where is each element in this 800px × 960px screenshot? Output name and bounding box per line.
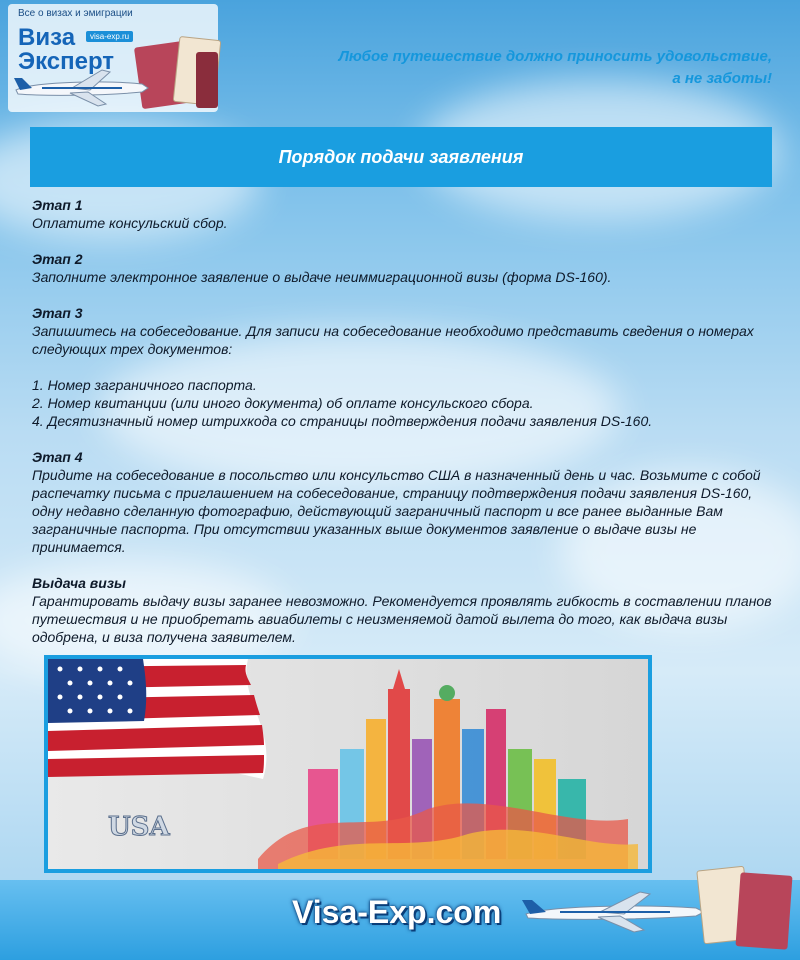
stage-text: Оплатите консульский сбор. bbox=[32, 215, 228, 231]
section-title-bar bbox=[30, 127, 772, 187]
us-flag-icon bbox=[48, 659, 266, 779]
stage-1 bbox=[32, 196, 777, 232]
usa-label: USA bbox=[108, 812, 170, 842]
slogan-line-1: Любое путешествие должно приносить удовольствие, bbox=[338, 48, 772, 65]
page-title: Порядок подачи заявления bbox=[278, 146, 524, 167]
stage-visa-issue bbox=[32, 574, 777, 646]
logo-url: visa-exp.ru bbox=[86, 31, 133, 42]
stage-3 bbox=[32, 304, 777, 430]
stage-title: Этап 1 bbox=[32, 197, 83, 213]
list-item: 4. Десятизначный номер штрихкода со страницы подтверждения подачи заявления DS-160. bbox=[32, 413, 653, 429]
stage-text: Заполните электронное заявление о выдаче неиммиграционной визы (форма DS-160). bbox=[32, 269, 612, 285]
documents-list bbox=[32, 376, 777, 430]
logo-word-expert: Эксперт bbox=[18, 48, 115, 75]
stage-title: Выдача визы bbox=[32, 575, 126, 591]
passport-icon bbox=[735, 872, 792, 949]
stage-2 bbox=[32, 250, 777, 286]
usa-flag-skyline-image bbox=[48, 659, 648, 869]
stage-4 bbox=[32, 448, 777, 556]
list-item: 2. Номер квитанции (или иного документа) об оплате консульского сбора. bbox=[32, 395, 534, 411]
stage-title: Этап 3 bbox=[32, 305, 83, 321]
passport-icon bbox=[196, 52, 218, 108]
stage-text: Запишитесь на собеседование. Для записи на собеседование необходимо представить сведения о номерах следующих трех документов: bbox=[32, 323, 754, 357]
logo-word-viza: Виза bbox=[18, 24, 76, 51]
usa-illustration bbox=[44, 655, 652, 873]
list-item: 1. Номер заграничного паспорта. bbox=[32, 377, 257, 393]
stage-title: Этап 2 bbox=[32, 251, 83, 267]
slogan bbox=[292, 46, 772, 90]
airplane-icon bbox=[12, 66, 152, 110]
footer-brand[interactable]: Visa-Exp.com bbox=[292, 894, 502, 930]
logo-tagline: Все о визах и эмиграции bbox=[18, 8, 133, 19]
site-header bbox=[0, 0, 800, 118]
slogan-line-2: а не заботы! bbox=[672, 70, 772, 87]
stage-text: Придите на собеседование в посольство или консульство США в назначенный день и час. Возьмите с собой распечатку письма с приглашением на собеседование, страницу подтверждения подачи заявления DS-160, одну недавно сделанную фотографию, действующий заграничный паспорт и все ранее выданные Вам заграничные паспорта. При отсутствии указанных выше документов заявление о выдаче визы не принимается. bbox=[32, 467, 761, 555]
airplane-icon bbox=[520, 886, 710, 936]
stage-title: Этап 4 bbox=[32, 449, 83, 465]
stage-text: Гарантировать выдачу визы заранее невозможно. Рекомендуется проявлять гибкость в составлении планов путешествия и не приобретать авиабилеты с неизменяемой датой вылета до того, как выдача визы одобрена, и виза получена заявителем. bbox=[32, 593, 772, 645]
logo[interactable] bbox=[8, 4, 218, 112]
steps-content bbox=[32, 196, 777, 664]
